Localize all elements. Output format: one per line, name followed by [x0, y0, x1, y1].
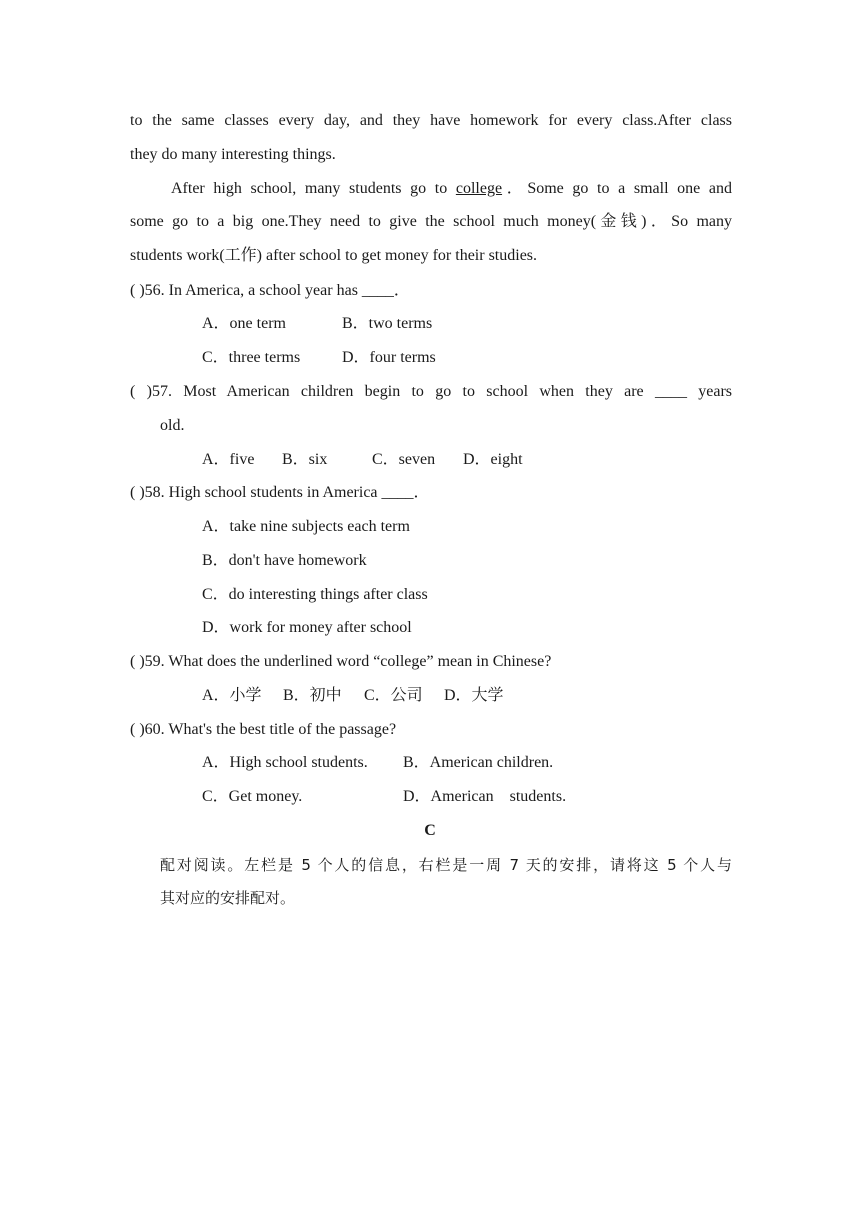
option-56b: B．two terms	[342, 315, 433, 332]
section-heading: C	[424, 822, 436, 839]
option-57b: B．six	[282, 451, 328, 468]
option-57c: C．seven	[372, 451, 436, 468]
passage-line: some go to a big one.They need to give the school much money(金钱)．So many	[130, 213, 732, 230]
option-58c: C．do interesting things after class	[202, 586, 428, 603]
passage-line: students work(工作) after school to get money for their studies.	[130, 247, 538, 264]
option-60c: C．Get money.	[202, 788, 303, 805]
option-58a: A．take nine subjects each term	[202, 518, 410, 535]
section-instruction: 其对应的安排配对。	[160, 889, 296, 907]
question-57: ( )57. Most American children begin to go to school when they are ____ years	[130, 383, 732, 400]
question-57-cont: old.	[160, 417, 185, 434]
option-59a: A．小学	[202, 687, 262, 704]
option-60b: B．American children.	[403, 754, 554, 771]
question-56: ( )56. In America, a school year has ____．	[130, 282, 410, 299]
option-57d: D．eight	[463, 451, 523, 468]
passage-text: ．Some go to a small one and	[502, 180, 732, 197]
underlined-word: college	[455, 180, 503, 197]
question-59: ( )59. What does the underlined word “college” mean in Chinese?	[130, 653, 552, 670]
passage-text: After high school, many students go to	[171, 180, 456, 197]
option-59d: D．大学	[444, 687, 504, 704]
passage-line: to the same classes every day, and they have homework for every class.After class	[130, 112, 732, 129]
option-59b: B．初中	[283, 687, 342, 704]
option-57a: A．five	[202, 451, 255, 468]
question-60: ( )60. What's the best title of the passage?	[130, 721, 397, 738]
option-58b: B．don't have homework	[202, 552, 367, 569]
option-59c: C．公司	[364, 687, 423, 704]
option-56a: A．one term	[202, 315, 286, 332]
option-56c: C．three terms	[202, 349, 301, 366]
option-58d: D．work for money after school	[202, 619, 412, 636]
option-60d: D．American students.	[403, 788, 567, 805]
question-58: ( )58. High school students in America ____．	[130, 484, 430, 501]
passage-line	[130, 179, 732, 199]
passage-line: they do many interesting things.	[130, 146, 336, 163]
section-instruction: 配对阅读。左栏是 5 个人的信息，右栏是一周 7 天的安排，请将这 5 个人与	[160, 856, 732, 874]
option-60a: A．High school students.	[202, 754, 368, 771]
option-56d: D．four terms	[342, 349, 436, 366]
